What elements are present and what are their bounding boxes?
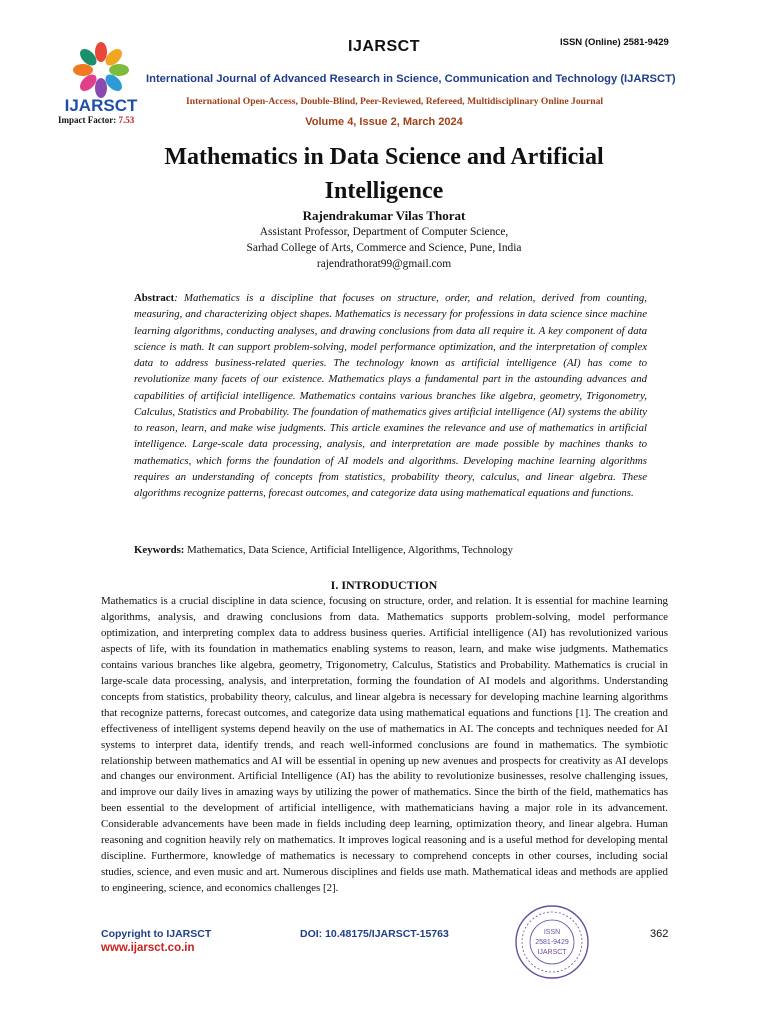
abstract [134, 290, 647, 501]
journal-stamp [514, 904, 590, 980]
issn-label: ISSN (Online) 2581-9429 [560, 37, 669, 48]
journal-website-link[interactable]: www.ijarsct.co.in [101, 942, 195, 954]
section-heading-introduction: I. INTRODUCTION [330, 578, 438, 592]
stamp-issn-label: ISSN [543, 929, 561, 936]
keywords-text: Mathematics, Data Science, Artificial Intelligence, Algorithms, Technology [184, 544, 513, 556]
author-affiliation-1: Assistant Professor, Department of Computer Science, [259, 226, 509, 238]
volume-issue: Volume 4, Issue 2, March 2024 [305, 116, 463, 128]
page-number: 362 [650, 928, 669, 940]
author-email: rajendrathorat99@gmail.com [316, 258, 452, 270]
author-affiliation-2: Sarhad College of Arts, Commerce and Science, Pune, India [246, 242, 522, 254]
author-name: Rajendrakumar Vilas Thorat [302, 208, 466, 223]
journal-description: International Open-Access, Double-Blind, Peer-Reviewed, Refereed, Multidisciplinary Online Journal [186, 96, 604, 107]
abstract-label: Abstract [134, 292, 175, 304]
journal-short-name: IJARSCT [348, 38, 420, 55]
keywords-label: Keywords: [134, 544, 185, 556]
introduction-paragraph: Mathematics is a crucial discipline in data science, focusing on structure, order, and relation. It is essential for machine learning algorithms, analysis, and drawing conclusions from data. Mathematics supports problem-solving, model performance optimization, and interpreting complex data to address business queries. Artificial intelligence (AI) has revolutionized various aspects of life, with its foundation in mathematics enabling systems to reason, learn, and make wise judgments. Mathematics contains various branches like algebra, geometry, Trigonometry, Calculus, Statistics and Probability. Mathematics is crucial in large-scale data processing, analysis, and interpretation, forming the foundation of AI models and algorithms. Understanding concepts from statistics, probability theory, calculus, and linear algebra is necessary for developing machine learning algorithms that recognize patterns, forecast outcomes, and categorize data using mathematical equations and functions [1]. The creation and effectiveness of intelligent systems depend heavily on the use of mathematics in AI. The concepts and techniques needed for AI systems to interpret data, identify trends, and reach well-informed conclusions are found in mathematics. The symbiotic relationship between mathematics and AI will be essential in opening up new avenues and prospects for creativity as AI develops and changes our environment. Artificial Intelligence (AI) has the ability to revolutionize businesses, resolve challenging issues, and improve our daily lives in amazing ways by utilizing the power of mathematics. Since the birth of the field, mathematics has been essential to the development of artificial intelligence, with mathematicians having a major role in its advancement. Considerable advancements have been made in fields including deep learning, optimization theory, and linear algebra. Human reasoning and cognition heavily rely on mathematics. It improves logical reasoning and is a useful method for developing mental discipline. Furthermore, knowledge of mathematics is necessary to comprehend concepts in other courses, including social studies, science, and even music and art. Numerous disciplines and fields use math. Mathematical ideas and methods are applied to engineering, science, and economics challenges [2]. [101, 595, 668, 895]
logo-text: IJARSCT [64, 96, 138, 115]
impact-factor-label: Impact Factor: [58, 115, 119, 125]
paper-title-line-2: Intelligence [324, 178, 444, 204]
paper-title-line-1: Mathematics in Data Science and Artificial [164, 144, 604, 170]
abstract-text: : Mathematics is a discipline that focuses on structure, order, and relation, derived from counting, measuring, and characterizing object shapes. Mathematics is necessary for professions in data science since machine learning algorithms, conducting analyses, and drawing conclusions from data all require it. A key component of data science is math. It can support problem-solving, model performance optimization, and the interpretation of complex data to address business-related queries. The technology known as artificial intelligence (AI) has come to revolutionize many facets of our existence. Mathematics plays a fundamental part in the astounding advances and capabilities of artificial intelligence. Mathematics contains various branches like algebra, geometry, Trigonometry, Calculus, Statistics and Probability. The foundation of mathematics gives artificial intelligence (AI) systems the ability to reason, learn, and make wise judgments. This article examines the relevance and use of mathematics in artificial intelligence. Large-scale data processing, analysis, and interpretation are made possible by machines thanks to mathematics, which forms the foundation of AI models and algorithms. Developing machine learning algorithms requires an understanding of concepts from statistics, probability theory, calculus, and linear algebra. These algorithms recognize patterns, forecast outcomes, and categorize data using mathematical equations and functions. [134, 292, 647, 499]
keywords [134, 544, 654, 556]
copyright-notice: Copyright to IJARSCT [101, 928, 212, 940]
impact-factor-value: 7.53 [118, 115, 135, 125]
doi-label: DOI: 10.48175/IJARSCT-15763 [300, 928, 449, 940]
stamp-seal-icon [514, 904, 590, 980]
stamp-issn-number: 2581-9429 [535, 939, 569, 946]
paper-title [100, 140, 668, 208]
stamp-journal-name: IJARSCT [537, 949, 567, 956]
journal-full-name: International Journal of Advanced Research in Science, Communication and Technology (IJARSCT) [146, 73, 676, 85]
